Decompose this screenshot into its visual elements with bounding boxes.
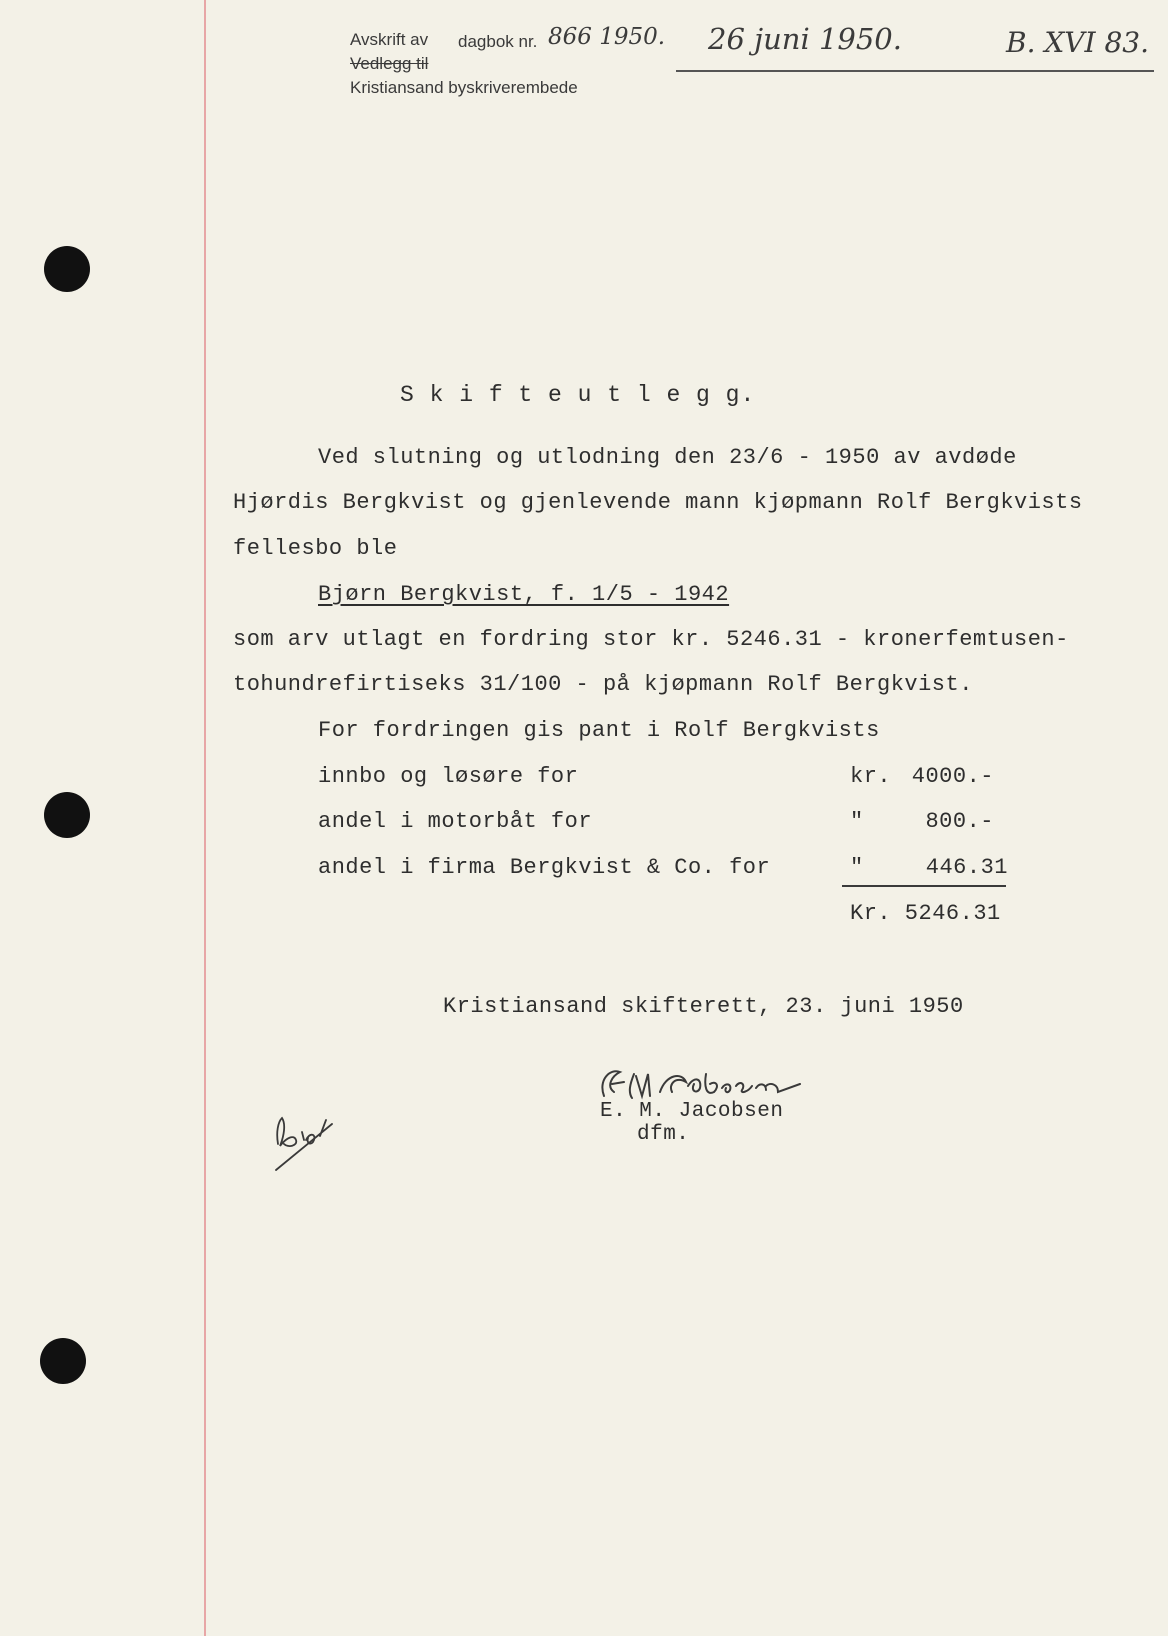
header-struck-label: Vedlegg til [350,54,429,73]
punch-hole [40,1338,86,1384]
header-prefix: Avskrift av [350,30,429,49]
security-item-prefix: " [850,809,864,834]
security-item-label: andel i firma Bergkvist & Co. for [318,855,771,880]
office-name: Kristiansand byskriverembede [350,78,578,97]
header-label: dagbok nr. [458,32,538,51]
intro-line: Hjørdis Bergkvist og gjenlevende mann kjøpmann Rolf Bergkvists [233,490,1083,515]
claim-line: tohundrefirtiseks 31/100 - på kjøpmann Rolf Bergkvist. [233,672,973,697]
initials [270,1110,340,1174]
security-item-prefix: " [850,855,864,880]
intro-line: Ved slutning og utlodning den 23/6 - 1950 av avdøde [318,445,1017,470]
sum-underline [842,885,1006,887]
signer-name: E. M. Jacobsen [600,1100,784,1123]
punch-hole [44,246,90,292]
initials-scrawl [270,1110,340,1174]
total-amount: Kr. 5246.31 [850,901,1001,926]
security-item-amount: 800.- [925,809,994,834]
claim-line: som arv utlagt en fordring stor kr. 5246.31 - kronerfemtusen- [233,627,1069,652]
journal-number: 866 1950. [548,24,666,50]
document-title: S k i f t e u t l e g g. [400,382,756,408]
volume-reference: B. XVI 83. [1006,26,1150,59]
margin-line [204,0,206,1636]
punch-hole [44,792,90,838]
security-item-prefix: kr. [850,764,892,789]
heir-name: Bjørn Bergkvist, f. 1/5 - 1942 [318,582,730,607]
security-item-label: andel i motorbåt for [318,809,593,834]
security-item-amount: 4000.- [911,764,994,789]
security-item-amount: 446.31 [925,855,1008,880]
security-intro: For fordringen gis pant i Rolf Bergkvists [318,718,880,743]
place-date: Kristiansand skifterett, 23. juni 1950 [443,994,964,1019]
header-rule [676,70,1154,72]
handwritten-date: 26 juni 1950. [708,22,902,56]
signer-title: dfm. [637,1123,690,1146]
security-item-label: innbo og løsøre for [318,764,579,789]
intro-line: fellesbo ble [233,536,398,561]
